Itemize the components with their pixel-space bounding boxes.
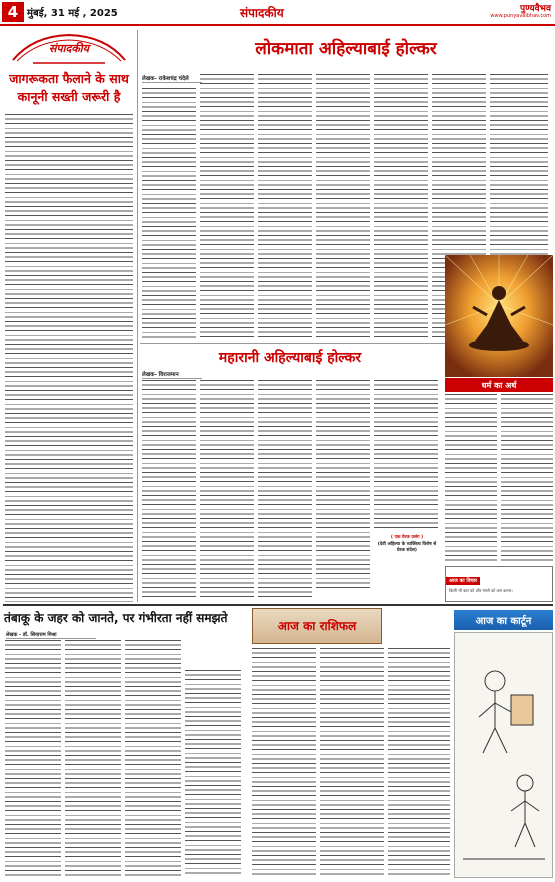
tobacco-byline: लेखक - डॉ. सियाराम मिश्रा [6,632,96,639]
feature-quote-block [374,532,440,598]
page-number: 4 [2,2,24,22]
yoga-image [445,255,553,377]
paper-name: पुण्यवैभव [520,4,551,14]
feature-headline: महारानी अहिल्याबाई होल्कर [218,350,362,366]
rashifal-title: आज का राशिफल [277,619,357,633]
editorial-block [3,30,135,602]
editorial-body [5,114,133,602]
rashifal-banner [252,608,382,644]
main-headline: लोकमाता अहिल्याबाई होल्कर [255,39,437,59]
paper-website: www.punyavaibhav.com [490,13,551,19]
editorial-headline: जागरूकता फैलाने के साथ कानूनी सख्ती जरूरी है [9,71,129,104]
aaj-ka-vichar-box [445,566,553,602]
aaj-ka-vichar-label: आज का विचार [446,577,480,585]
divider [3,604,553,606]
main-byline: लेखक- राकेशचंद्र चंदेले [142,74,202,83]
feature-byline: लेखक- विराजमान [142,370,202,379]
cartoon-title-bar [454,610,553,630]
rashifal-body [252,648,452,878]
yoga-title-bar [445,378,553,392]
cartoon-image [454,632,553,878]
yoga-body [445,394,553,564]
feature-quote: ( एक प्रेरक प्रसंग ) [390,535,424,540]
editorial-label: संपादकीय [48,42,90,55]
page-date: मुंबई, 31 मई , 2025 [27,8,118,19]
section-title: संपादकीय [240,6,284,20]
meditation-figure-image [445,255,553,377]
cartoon-title: आज का कार्टून [475,616,532,627]
aaj-ka-vichar-text: किसी भी बात को और मनसे को कम करना। [449,588,513,593]
cartoon-illustration-image [455,633,553,878]
tobacco-headline: तंबाकू के जहर को जानते, पर गंभीरता नहीं समझते [4,611,228,625]
divider [137,30,138,602]
yoga-title: धर्म का अर्थ [481,380,517,390]
feature-quote-tagline: (देवी अहिल्या के व्यक्तित्व विशेष से प्रेरक संदेश) [377,542,437,553]
